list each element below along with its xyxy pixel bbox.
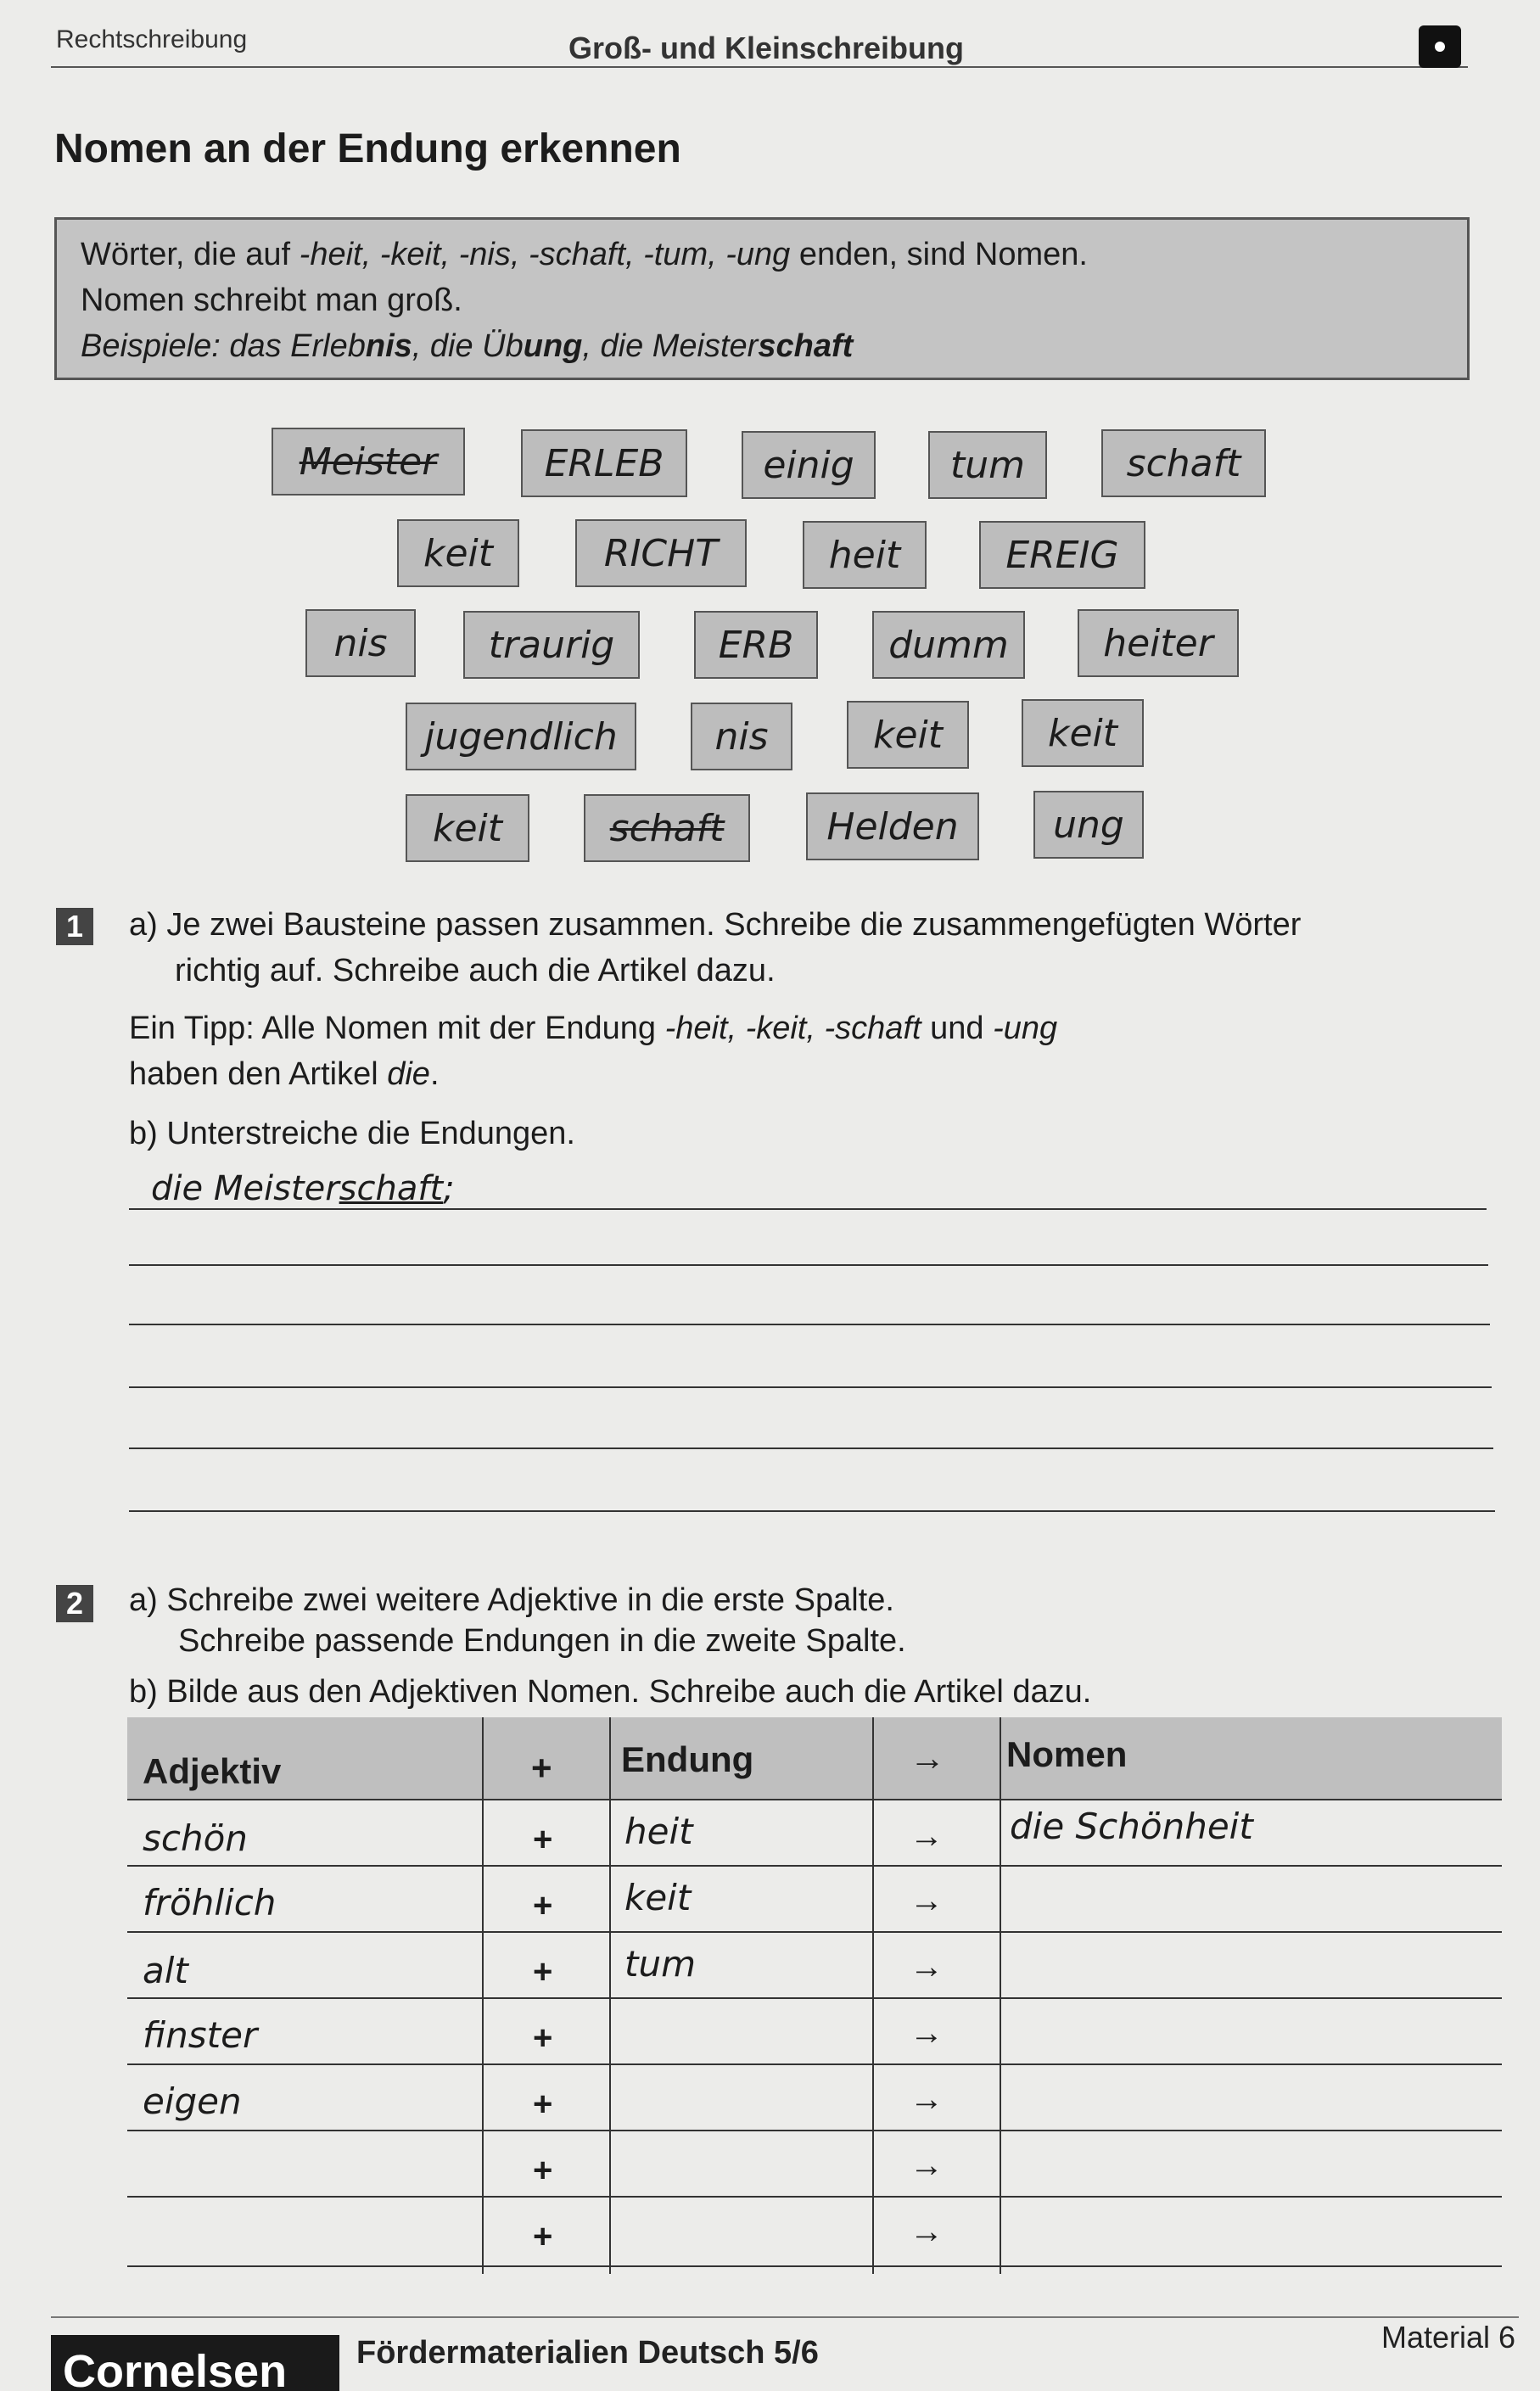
header-adjektiv: Adjektiv	[143, 1751, 282, 1791]
arrow-icon: →	[910, 2080, 944, 2118]
card-text: ERB	[718, 623, 794, 667]
word-card	[272, 428, 465, 496]
card-text: RICHT	[603, 531, 719, 575]
row-divider	[127, 1997, 1502, 1999]
word-card	[584, 794, 750, 862]
tip-text: und	[921, 1011, 994, 1046]
row-divider	[127, 1865, 1502, 1867]
arrow-icon: →	[910, 1948, 944, 1985]
card-text: nis	[714, 714, 769, 759]
card-text: keit	[423, 531, 494, 575]
handwritten-answer	[151, 1169, 455, 1208]
word-card	[463, 611, 640, 679]
word-card	[1101, 429, 1266, 497]
header-plus: +	[531, 1748, 552, 1788]
card-text: traurig	[488, 623, 615, 667]
header-nomen: Nomen	[1006, 1734, 1128, 1774]
card-text: dumm	[888, 623, 1009, 667]
word-card	[928, 431, 1047, 499]
arrow-icon: →	[910, 1817, 944, 1855]
plus-sign: +	[533, 1953, 553, 1991]
word-card	[806, 792, 979, 860]
tip-article: die	[387, 1056, 430, 1092]
card-text: tum	[950, 443, 1025, 487]
tip-endings: -heit, -keit, -schaft	[664, 1011, 921, 1046]
writing-line	[129, 1447, 1493, 1449]
header-arrow: →	[910, 1738, 945, 1778]
table-header-row	[127, 1717, 1502, 1799]
plus-sign: +	[533, 2152, 553, 2189]
exercise-1-tip-line-1	[129, 1006, 1057, 1050]
answer-ending: schaft	[339, 1169, 444, 1208]
rule-line-1	[81, 232, 1443, 277]
row-divider	[127, 2265, 1502, 2267]
card-text: nis	[333, 621, 388, 665]
arrow-icon: →	[910, 2213, 944, 2250]
card-text: ung	[1053, 803, 1124, 847]
card-text: Meister	[299, 440, 438, 484]
column-divider	[872, 1717, 874, 2274]
exercise-1a-line-2: richtig auf. Schreibe auch die Artikel dazu.	[175, 953, 776, 988]
example-ending: nis	[365, 328, 412, 364]
word-card	[847, 701, 969, 769]
header-divider	[51, 66, 1468, 68]
column-divider	[1000, 1717, 1001, 2274]
rule-text: Wörter, die auf	[81, 237, 300, 272]
word-card	[872, 611, 1025, 679]
answer-punct: ;	[443, 1169, 455, 1208]
arrow-icon: →	[910, 2014, 944, 2052]
plus-sign: +	[533, 1821, 553, 1858]
tip-text: haben den Artikel	[129, 1056, 388, 1092]
row-divider	[127, 1799, 1502, 1800]
rule-line-2: Nomen schreibt man groß.	[81, 283, 462, 318]
examples-label: Beispiele:	[81, 328, 221, 364]
example-ending: schaft	[758, 328, 854, 364]
rule-suffixes: -heit, -keit, -nis, -schaft, -tum, -ung	[299, 237, 791, 272]
row-divider	[127, 2130, 1502, 2131]
example-ending: ung	[523, 328, 583, 364]
card-text: EREIG	[1005, 533, 1119, 577]
word-card	[691, 703, 792, 770]
row-divider	[127, 2196, 1502, 2198]
word-card	[742, 431, 876, 499]
word-card	[803, 521, 927, 589]
writing-line	[129, 1208, 1487, 1210]
plus-sign: +	[533, 2019, 553, 2057]
cell-endung: tum	[624, 1943, 696, 1985]
word-card	[1022, 699, 1144, 767]
material-number: Material 6	[1381, 2320, 1516, 2355]
writing-line	[129, 1264, 1488, 1266]
cell-adjektiv: alt	[143, 1950, 188, 1991]
header-topic: Groß- und Kleinschreibung	[568, 31, 964, 65]
card-text: keit	[1047, 711, 1118, 755]
exercise-2a-line-1: a) Schreibe zwei weitere Adjektive in die erste Spalte.	[129, 1582, 894, 1618]
row-divider	[127, 1931, 1502, 1933]
exercise-1a-line-1: a) Je zwei Bausteine passen zusammen. Schreibe die zusammengefügten Wörter	[129, 907, 1302, 943]
column-divider	[482, 1717, 484, 2274]
card-text: schaft	[609, 806, 725, 850]
card-text: heit	[828, 533, 901, 577]
rule-text: enden, sind Nomen.	[790, 237, 1088, 272]
cell-nomen: die Schönheit	[1010, 1806, 1253, 1847]
example-word: , die Üb	[412, 328, 524, 364]
footer-title: Fördermaterialien Deutsch 5/6	[356, 2335, 819, 2371]
column-divider	[609, 1717, 611, 2274]
arrow-icon: →	[910, 1882, 944, 1919]
tip-text: .	[429, 1056, 440, 1092]
word-card	[979, 521, 1145, 589]
cell-endung: keit	[624, 1877, 692, 1918]
rule-box	[54, 217, 1470, 380]
cell-adjektiv: eigen	[143, 2080, 242, 2122]
cell-adjektiv: schön	[143, 1817, 248, 1859]
exercise-2a-line-2: Schreibe passende Endungen in die zweite Spalte.	[178, 1623, 906, 1659]
cell-adjektiv: finster	[143, 2014, 258, 2056]
tip-ending-ung: -ung	[993, 1011, 1058, 1046]
word-card	[1033, 791, 1144, 859]
word-card	[406, 794, 529, 862]
card-text: keit	[432, 806, 503, 850]
word-card	[575, 519, 747, 587]
card-text: heiter	[1103, 621, 1213, 665]
publisher-logo: Cornelsen	[51, 2335, 339, 2391]
plus-sign: +	[533, 1887, 553, 1924]
writing-line	[129, 1510, 1495, 1512]
card-text: schaft	[1126, 441, 1241, 485]
example-word: das Erleb	[220, 328, 366, 364]
dice-icon	[1419, 25, 1461, 68]
word-card	[406, 703, 636, 770]
row-divider	[127, 2063, 1502, 2065]
adjective-table	[127, 1717, 1502, 2274]
header-section: Rechtschreibung	[56, 25, 248, 53]
footer-divider	[51, 2316, 1519, 2318]
word-card	[397, 519, 519, 587]
card-text: einig	[763, 443, 854, 487]
header-endung: Endung	[621, 1739, 754, 1779]
word-card	[694, 611, 818, 679]
cell-endung: heit	[624, 1811, 693, 1852]
exercise-1-number: 1	[56, 908, 93, 945]
word-card	[305, 609, 416, 677]
card-text: jugendlich	[424, 714, 618, 759]
writing-line	[129, 1324, 1490, 1325]
plus-sign: +	[533, 2086, 553, 2123]
page-title: Nomen an der Endung erkennen	[54, 126, 681, 171]
exercise-1b: b) Unterstreiche die Endungen.	[129, 1116, 575, 1151]
card-text: keit	[872, 713, 944, 757]
example-word: , die Meister	[582, 328, 759, 364]
plus-sign: +	[533, 2218, 553, 2255]
answer-stem: die Meister	[151, 1169, 339, 1208]
exercise-2b: b) Bilde aus den Adjektiven Nomen. Schreibe auch die Artikel dazu.	[129, 1674, 1092, 1710]
writing-line	[129, 1386, 1492, 1388]
word-card	[1078, 609, 1239, 677]
exercise-1-tip-line-2	[129, 1052, 440, 1096]
card-text: ERLEB	[544, 441, 664, 485]
rule-examples	[81, 323, 1443, 369]
tip-text: Ein Tipp: Alle Nomen mit der Endung	[129, 1011, 665, 1046]
arrow-icon: →	[910, 2147, 944, 2184]
word-card	[521, 429, 687, 497]
card-text: Helden	[826, 804, 959, 848]
cell-adjektiv: fröhlich	[143, 1882, 277, 1923]
exercise-2-number: 2	[56, 1585, 93, 1622]
